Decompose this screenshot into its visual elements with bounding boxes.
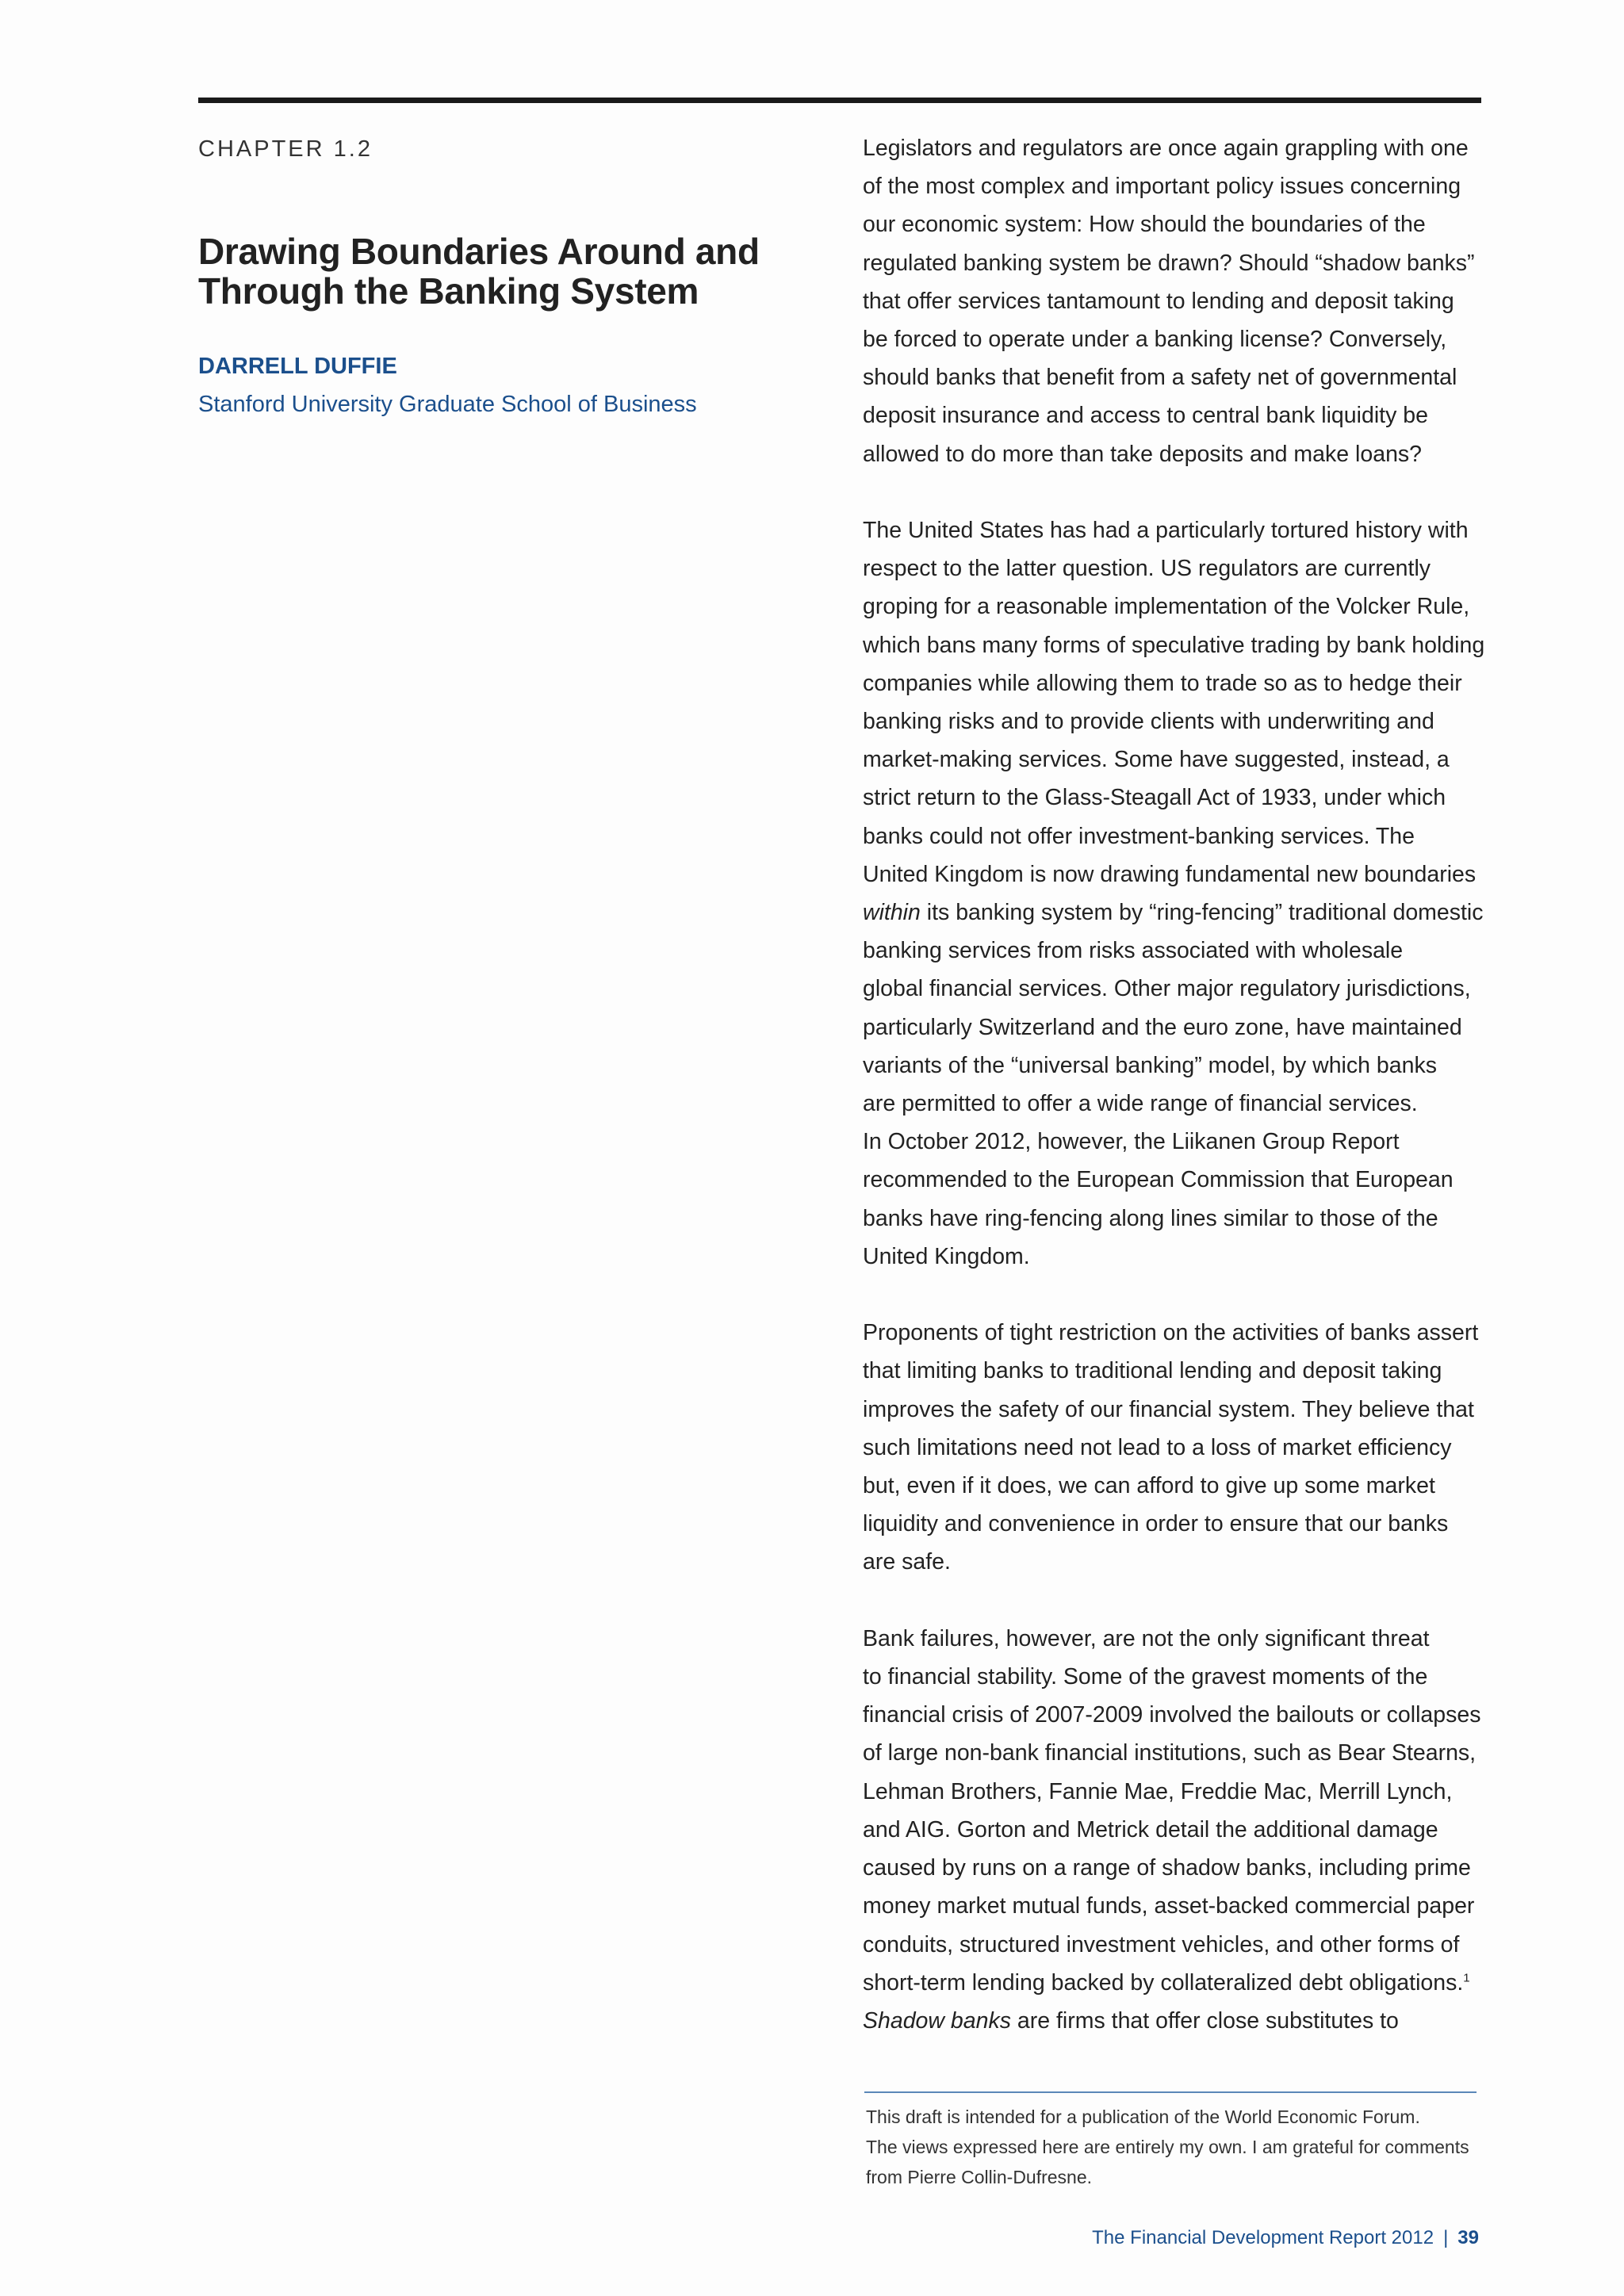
text-line: recommended to the European Commission that European bbox=[863, 1167, 1454, 1193]
text-line: banking risks and to provide clients with underwriting and bbox=[863, 709, 1434, 735]
text-line: In October 2012, however, the Liikanen Group Report bbox=[863, 1129, 1400, 1155]
text-line: be forced to operate under a banking license? Conversely, bbox=[863, 327, 1447, 353]
text-line: improves the safety of our financial system. They believe that bbox=[863, 1396, 1474, 1422]
text-line bbox=[863, 2002, 1489, 2040]
paragraph-1 bbox=[863, 129, 1489, 473]
page-number: 39 bbox=[1457, 2227, 1479, 2248]
paragraph-3 bbox=[863, 1314, 1489, 1581]
text-line: United Kingdom is now drawing fundamental new boundaries bbox=[863, 861, 1477, 887]
text-line: banks could not offer investment-banking services. The bbox=[863, 823, 1415, 849]
top-rule bbox=[198, 98, 1481, 103]
text-line: that limiting banks to traditional lending and deposit taking bbox=[863, 1358, 1442, 1384]
author-name: DARRELL DUFFIE bbox=[198, 354, 397, 379]
footer-separator: | bbox=[1443, 2227, 1449, 2248]
emphasis-within: within bbox=[863, 900, 921, 926]
text-fragment: are firms that offer close substitutes to bbox=[1010, 2007, 1399, 2034]
text-line: financial crisis of 2007-2009 involved the bailouts or collapses bbox=[863, 1702, 1481, 1728]
footnote-line: This draft is intended for a publication of the World Economic Forum. bbox=[866, 2107, 1420, 2127]
text-line: market-making services. Some have suggested, instead, a bbox=[863, 747, 1450, 773]
text-line: strict return to the Glass-Steagall Act of 1933, under which bbox=[863, 785, 1446, 811]
text-line: regulated banking system be drawn? Should “shadow banks” bbox=[863, 250, 1475, 276]
text-line: that offer services tantamount to lending and deposit taking bbox=[863, 288, 1454, 314]
footnote-line: The views expressed here are entirely my own. I am grateful for comments bbox=[866, 2137, 1469, 2157]
text-line: particularly Switzerland and the euro zone, have maintained bbox=[863, 1014, 1462, 1040]
text-line bbox=[863, 1964, 1489, 2002]
text-line: Bank failures, however, are not the only significant threat bbox=[863, 1625, 1430, 1651]
text-line: liquidity and convenience in order to ensure that our banks bbox=[863, 1511, 1449, 1537]
text-line: are safe. bbox=[863, 1549, 951, 1575]
text-line: which bans many forms of speculative trading by bank holding bbox=[863, 632, 1485, 658]
text-line: deposit insurance and access to central bank liquidity be bbox=[863, 403, 1428, 429]
article-body bbox=[863, 129, 1489, 2078]
text-line bbox=[863, 894, 1489, 932]
title-line-1: Drawing Boundaries Around and bbox=[198, 231, 760, 272]
text-line: such limitations need not lead to a loss of market efficiency bbox=[863, 1434, 1452, 1460]
footnote-line: from Pierre Collin-Dufresne. bbox=[866, 2167, 1093, 2187]
author-affiliation: Stanford University Graduate School of Business bbox=[198, 392, 697, 417]
text-line: should banks that benefit from a safety net of governmental bbox=[863, 365, 1457, 391]
text-line: of large non-bank financial institutions, such as Bear Stearns, bbox=[863, 1740, 1477, 1766]
text-line: Lehman Brothers, Fannie Mae, Freddie Mac, Merrill Lynch, bbox=[863, 1778, 1453, 1804]
chapter-label: CHAPTER 1.2 bbox=[198, 136, 373, 162]
text-line: caused by runs on a range of shadow banks, including prime bbox=[863, 1855, 1471, 1881]
footnote-rule bbox=[864, 2091, 1477, 2093]
text-line: are permitted to offer a wide range of financial services. bbox=[863, 1091, 1418, 1117]
text-line: The United States has had a particularly tortured history with bbox=[863, 518, 1469, 544]
text-line: global financial services. Other major regulatory jurisdictions, bbox=[863, 976, 1471, 1002]
article-header bbox=[198, 135, 817, 419]
text-line: groping for a reasonable implementation of the Volcker Rule, bbox=[863, 594, 1470, 620]
footnote-ref-1[interactable]: 1 bbox=[1463, 1971, 1470, 1985]
text-line: and AIG. Gorton and Metrick detail the additional damage bbox=[863, 1816, 1438, 1843]
text-line: allowed to do more than take deposits and make loans? bbox=[863, 441, 1423, 467]
text-line: to financial stability. Some of the gravest moments of the bbox=[863, 1664, 1428, 1690]
text-line: Proponents of tight restriction on the activities of banks assert bbox=[863, 1320, 1479, 1346]
footnote bbox=[866, 2102, 1484, 2192]
text-line: companies while allowing them to trade so as to hedge their bbox=[863, 670, 1462, 696]
text-line: respect to the latter question. US regulators are currently bbox=[863, 556, 1431, 582]
emphasis-shadow-banks: Shadow banks bbox=[863, 2007, 1011, 2034]
paragraph-2 bbox=[863, 511, 1489, 1276]
text-fragment: its banking system by “ring-fencing” traditional domestic bbox=[920, 900, 1484, 926]
text-line: Legislators and regulators are once again grappling with one bbox=[863, 136, 1469, 161]
text-line: conduits, structured investment vehicles, and other forms of bbox=[863, 1931, 1460, 1957]
text-fragment: short-term lending backed by collateralized debt obligations. bbox=[863, 1969, 1464, 1996]
article-title bbox=[198, 232, 817, 311]
text-line: but, even if it does, we can afford to give up some market bbox=[863, 1473, 1435, 1499]
paragraph-4 bbox=[863, 1620, 1489, 2040]
page-footer bbox=[1092, 2226, 1479, 2250]
text-line: our economic system: How should the boundaries of the bbox=[863, 212, 1426, 238]
text-line: United Kingdom. bbox=[863, 1243, 1030, 1269]
text-line: banks have ring-fencing along lines similar to those of the bbox=[863, 1205, 1438, 1231]
title-line-2: Through the Banking System bbox=[198, 270, 699, 312]
text-line: money market mutual funds, asset-backed commercial paper bbox=[863, 1893, 1475, 1919]
text-line: of the most complex and important policy issues concerning bbox=[863, 174, 1461, 200]
text-line: banking services from risks associated with wholesale bbox=[863, 938, 1404, 964]
publication-title: The Financial Development Report 2012 bbox=[1092, 2227, 1434, 2248]
text-line: variants of the “universal banking” model, by which banks bbox=[863, 1052, 1437, 1078]
